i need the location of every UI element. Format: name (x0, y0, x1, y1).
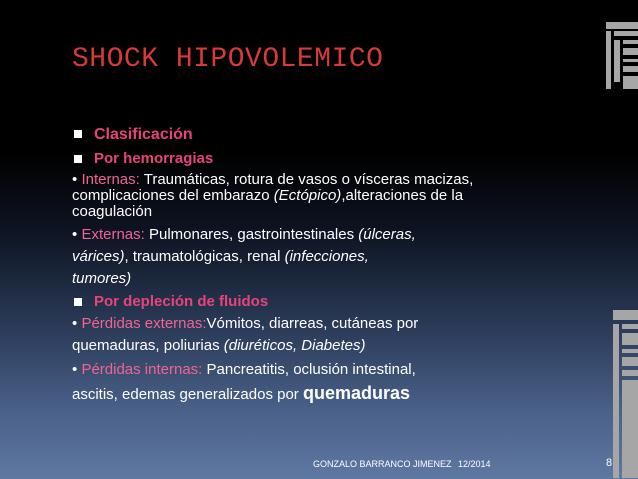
externas-text-italic: (úlceras, (358, 226, 416, 243)
externas-line-1 (72, 224, 572, 246)
externas-text: Pulmonares, gastrointestinales (148, 226, 355, 243)
square-bullet-icon (74, 130, 82, 138)
perdidas-internas-line-2 (72, 381, 572, 407)
internas-text: coagulación (72, 203, 153, 220)
internas-line-3 (72, 204, 572, 220)
perdidas-internas-text: Pancreatitis, oclusión intestinal, (206, 361, 416, 378)
externas-text-italic: várices) (72, 248, 125, 265)
slide-body (72, 124, 572, 407)
square-bullet-icon (74, 155, 82, 163)
externas-text: , traumatológicas, renal (124, 248, 281, 265)
perdidas-externas-text: quemaduras, poliurias (72, 337, 220, 354)
footer-date: 12/2014 (458, 459, 491, 469)
footer-author: GONZALO BARRANCO JIMENEZ (313, 459, 452, 469)
perdidas-externas-label: Pérdidas externas: (81, 315, 207, 332)
perdidas-internas-emphasis: quemaduras (302, 383, 411, 403)
dot-bullet: • (72, 226, 78, 243)
decorative-bars-top (596, 22, 638, 98)
externas-text-italic: tumores) (72, 270, 132, 287)
internas-text: Traumáticas, rotura de vasos o vísceras macizas, (143, 171, 474, 188)
dot-bullet: • (72, 315, 78, 332)
perdidas-externas-line-2 (72, 335, 572, 357)
bullet-label: Clasificación (94, 126, 193, 143)
bullet-label: Por hemorragias (94, 150, 214, 167)
externas-line-2 (72, 246, 572, 268)
slide-title: SHOCK HIPOVOLEMICO (72, 44, 384, 75)
perdidas-internas-line-1 (72, 359, 572, 381)
internas-text: ,alteraciones de la (341, 187, 464, 204)
internas-text-italic: (Ectópico) (273, 187, 342, 204)
externas-label: Externas: (81, 226, 145, 243)
internas-text: complicaciones del embarazo (72, 187, 270, 204)
bullet-clasificacion (72, 124, 572, 145)
perdidas-externas-text: Vómitos, diarreas, cutáneas por (206, 315, 419, 332)
footer-page-number: 8 (606, 457, 613, 469)
externas-line-3 (72, 268, 572, 290)
externas-text-italic: (infecciones, (284, 248, 369, 265)
bullet-label: Por depleción de fluidos (94, 293, 269, 310)
perdidas-externas-text-italic: (diuréticos, Diabetes) (223, 337, 366, 354)
dot-bullet: • (72, 171, 78, 188)
decorative-bars-bottom (596, 310, 638, 478)
bullet-por-deplecion (72, 291, 572, 312)
perdidas-externas-line-1 (72, 313, 572, 335)
bullet-por-hemorragias (72, 148, 572, 169)
dot-bullet: • (72, 361, 78, 378)
internas-label: Internas: (81, 171, 140, 188)
square-bullet-icon (74, 298, 82, 306)
perdidas-internas-label: Pérdidas internas: (81, 361, 203, 378)
perdidas-internas-text: ascitis, edemas generalizados por (72, 386, 299, 403)
internas-line-1 (72, 172, 572, 188)
internas-line-2 (72, 188, 572, 204)
